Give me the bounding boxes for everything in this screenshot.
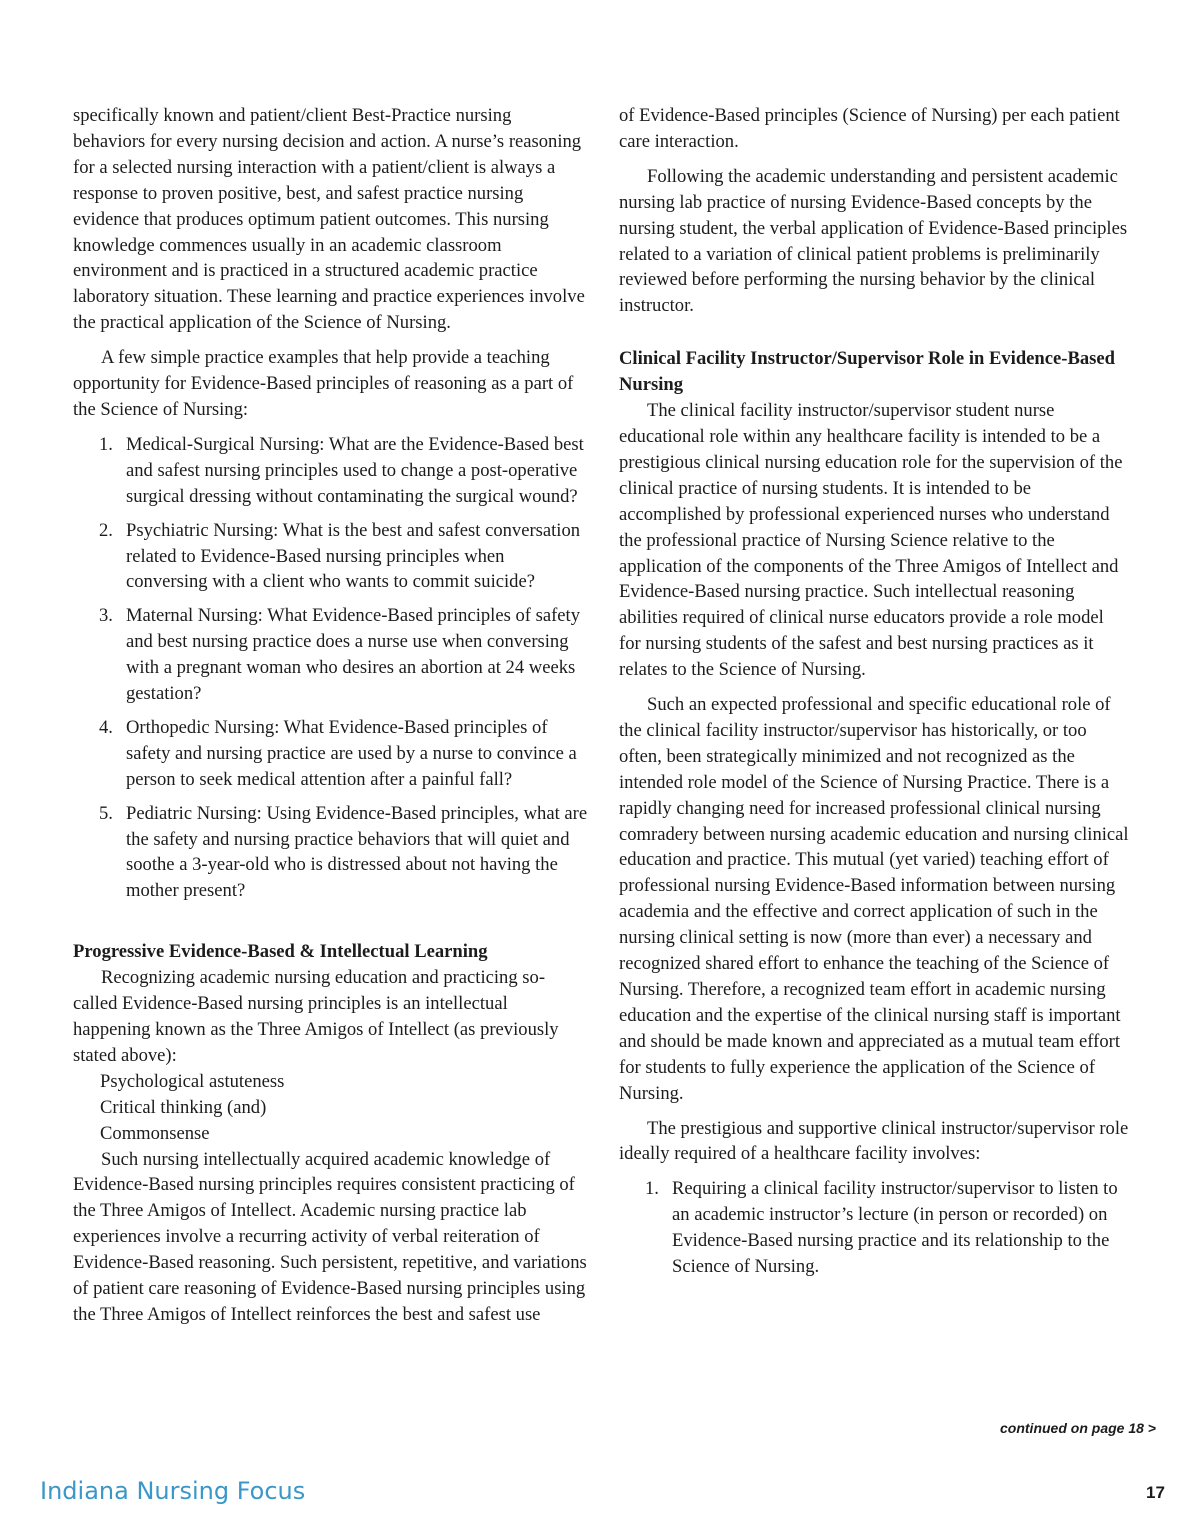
paragraph: specifically known and patient/client Best-Practice nursing behaviors for every nursing decision and action. A nurse’s reasoning for a selected nursing interaction with a patient/client is always a response to proven positive, best, and safest practice nursing evidence that produces optimum patient outcomes. This nursing knowledge commences usually in an academic classroom environment and is practiced in a structured academic practice laboratory situation. These learning and practice experiences involve the practical application of the Science of Nursing. (73, 105, 585, 334)
page-number: 17 (1146, 1483, 1165, 1502)
list-item (73, 715, 588, 793)
section-heading: Progressive Evidence-Based & Intellectual Learning (73, 941, 488, 963)
list-text: Requiring a clinical facility instructor/supervisor to listen to an academic instructor’s lecture (in person or recorded) on Evidence-Based nursing practice and its relationship to the Science of Nursing. (672, 1178, 1118, 1278)
publication-title: Indiana Nursing Focus (40, 1477, 306, 1505)
list-number: 2. (99, 519, 113, 541)
section-heading: Clinical Facility Instructor/Supervisor Role in Evidence-Based Nursing (619, 348, 1115, 396)
paragraph: The prestigious and supportive clinical instructor/supervisor role ideally required of a healthcare facility involves: (619, 1117, 1129, 1165)
paragraph: A few simple practice examples that help provide a teaching opportunity for Evidence-Based principles of reasoning as a part of the Science of Nursing: (73, 347, 574, 420)
amigos-item: Commonsense (100, 1122, 210, 1144)
list-number: 1. (99, 433, 113, 455)
role-list (619, 1176, 1129, 1280)
paragraph: The clinical facility instructor/supervisor student nurse educational role within any healthcare facility is intended to be a prestigious clinical nursing education role for the supervision of the clinical practice of nursing students. It is intended to be accomplished by professional experienced nurses who understand the professional practice of Nursing Science relative to the application of the components of the Three Amigos of Intellect and Evidence-Based nursing practice. Such intellectual reasoning abilities required of clinical nurse educators provide a role model for nursing students of the safest and best nursing practices as it relates to the Science of Nursing. (619, 400, 1123, 681)
list-number: 5. (99, 802, 113, 824)
left-column (73, 103, 588, 1328)
paragraph: of Evidence-Based principles (Science of Nursing) per each patient care interaction. (619, 105, 1120, 152)
list-text: Pediatric Nursing: Using Evidence-Based principles, what are the safety and nursing practice behaviors that will quiet and soothe a 3-year-old who is distressed about not having the mother present? (126, 802, 588, 902)
paragraph: Following the academic understanding and persistent academic nursing lab practice of nursing Evidence-Based concepts by the nursing student, the verbal application of Evidence-Based principles related to a variation of clinical patient problems is preliminarily reviewed before performing the nursing behavior by the clinical instructor. (619, 165, 1128, 317)
list-number: 3. (99, 605, 113, 627)
list-number: 1. (645, 1178, 659, 1200)
list-item (73, 801, 588, 905)
list-text: Orthopedic Nursing: What Evidence-Based principles of safety and nursing practice are used by a nurse to convince a person to seek medical attention after a painful fall? (126, 716, 577, 790)
list-text: Psychiatric Nursing: What is the best and safest conversation related to Evidence-Based nursing principles when conversing with a client who wants to commit suicide? (126, 519, 581, 593)
list-item (73, 518, 588, 596)
paragraph: Such an expected professional and specific educational role of the clinical facility instructor/supervisor has historically, or too often, been strategically minimized and not recognized as the intended role model of the Science of Nursing Practice. There is a rapidly changing need for increased professional clinical nursing comradery between nursing academic education and nursing clinical education and practice. This mutual (yet varied) teaching effort of professional nursing Evidence-Based information between nursing academia and the effective and correct application of such in the nursing clinical setting is now (more than ever) a necessary and recognized shared effort to enhance the teaching of the Science of Nursing. Therefore, a recognized team effort in academic nursing education and the expertise of the clinical nursing staff is important and should be made known and appreciated as a mutual team effort for students to fully experience the application of the Science of Nursing. (619, 694, 1129, 1104)
paragraph: Such nursing intellectually acquired academic knowledge of Evidence-Based nursing principles requires consistent practicing of the Three Amigos of Intellect. Academic nursing practice lab experiences involve a recurring activity of verbal reiteration of Evidence-Based reasoning. Such persistent, repetitive, and variations of patient care reasoning of Evidence-Based nursing principles using the Three Amigos of Intellect reinforces the best and safest use (73, 1148, 587, 1325)
right-column (619, 103, 1129, 1289)
list-item (73, 603, 588, 707)
amigos-item: Psychological astuteness (100, 1070, 285, 1092)
list-number: 4. (99, 716, 113, 738)
list-item (73, 432, 588, 510)
examples-list (73, 432, 588, 904)
list-text: Maternal Nursing: What Evidence-Based principles of safety and best nursing practice does a nurse use when conversing with a pregnant woman who desires an abortion at 24 weeks gestation? (126, 605, 581, 705)
amigos-item: Critical thinking (and) (100, 1096, 267, 1118)
paragraph: Recognizing academic nursing education and practicing so-called Evidence-Based nursing principles is an intellectual happening known as the Three Amigos of Intellect (as previously stated above): (73, 967, 559, 1066)
list-item (619, 1176, 1129, 1280)
list-text: Medical-Surgical Nursing: What are the Evidence-Based best and safest nursing principles used to change a post-operative surgical dressing without contaminating the surgical wound? (126, 433, 584, 507)
continued-link[interactable]: continued on page 18 > (1000, 1420, 1156, 1436)
